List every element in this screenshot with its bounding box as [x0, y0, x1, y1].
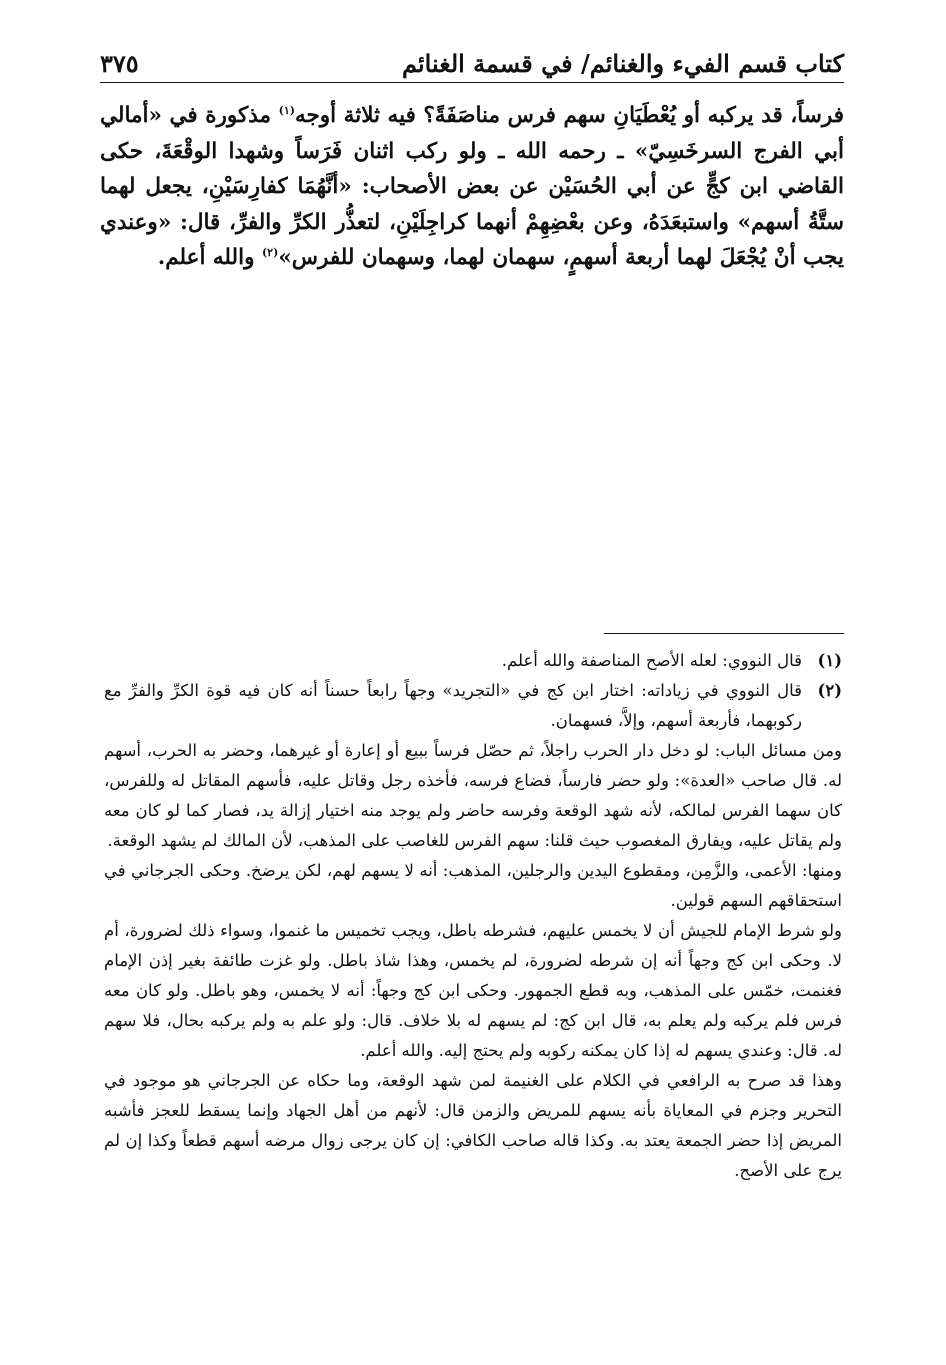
- page-number: ٣٧٥: [100, 49, 139, 78]
- footnote-ref-2: (٢): [261, 245, 279, 259]
- main-text: [100, 98, 844, 276]
- footnote-2: [104, 676, 842, 736]
- footnotes: [104, 646, 842, 1186]
- main-text-segment: مذكورة في «أمالي أبي الفرج السرخَسِيّ» ـ رحمه الله ـ ولو ركب اثنان فَرَساً وشهدا الوقْعَةَ، حكى القاضي ابن كجٍّ عن أبي الحُسَيْن عن بعض الأصحاب: «أنَّهُمَا كفارِسَيْنِ، يجعل لهما ستَّةُ أسهم» واستبعَدَهُ، وعن بعْضِهِمْ أنهما كراجِلَيْنِ، لتعذُّر الكرِّ والفرِّ، قال: «وعندي يجب أنْ يُجْعَلَ لهما أربعة أسهمٍ، سهمان لهما، وسهمان للفرس»: [100, 103, 844, 270]
- running-title: كتاب قسم الفيء والغنائم/ في قسمة الغنائم: [402, 49, 844, 78]
- footnote-number: (٢): [817, 681, 842, 700]
- footnote-ref-1: (١): [278, 103, 295, 117]
- page-header: [100, 38, 844, 83]
- footnote-text: قال النووي في زياداته: اختار ابن كج في «التجريد» وجهاً رابعاً حسناً أنه كان فيه قوة الكرِّ والفرِّ مع ركوبهما، فأربعة أسهم، وإلاَّ، فسهمان.: [104, 681, 802, 730]
- footnote-number: (١): [817, 651, 842, 670]
- footnote-paragraph: ومن مسائل الباب: لو دخل دار الحرب راجلاً، ثم حصّل فرساً ببيع أو إعارة أو غيرهما، وحضر به الحرب، أسهم له. قال صاحب «العدة»: ولو حضر فارساً، فضاع فرسه، فأخذه رجل وقاتل عليه، فأسهم المقاتل له وللفرس، كان سهما الفرس لمالكه، لأنه شهد الوقعة وفرسه حاضر ولم يوجد منه اختيار إزالة يد، فصار كما لو كان معه ولم يقاتل عليه، ويفارق المغصوب حيث قلنا: سهم الفرس للغاصب على المذهب، لأن المالك لم يشهد الوقعة.: [104, 741, 842, 850]
- main-text-segment: والله أعلم.: [157, 245, 262, 270]
- footnote-separator: [604, 633, 844, 634]
- main-paragraph: [100, 98, 844, 276]
- main-text-segment: فرساً، قد يركبه أو يُعْطَيَانِ سهم فرس مناصَفَةً؟ فيه ثلاثة أوجه: [294, 103, 844, 128]
- footnote-1: [104, 646, 842, 676]
- footnote-paragraph: ولو شرط الإمام للجيش أن لا يخمس عليهم، فشرطه باطل، ويجب تخميس ما غنموا، وسواء ذلك لضرورة، أم لا. وحكى ابن كج وجهاً أنه إن شرطه لضرورة، لم يخمس، وهذا شاذ باطل. ولو غزت طائفة بغير إذن الإمام فغنمت، خمّس على المذهب، وبه قطع الجمهور. وحكى ابن كج وجهاً: أنه لا يخمس، وهو باطل. ولو كان معه فرس فلم يركبه ولم يعلم به، قال ابن كج: لم يسهم له بلا خلاف. قال: ولو علم به ولم يركبه بحال، فلا سهم له. قال: وعندي يسهم له إذا كان يمكنه ركوبه ولم يحتج إليه. والله أعلم.: [104, 921, 842, 1060]
- footnote-text: قال النووي: لعله الأصح المناصفة والله أعلم.: [501, 651, 802, 670]
- footnote-paragraph: وهذا قد صرح به الرافعي في الكلام على الغنيمة لمن شهد الوقعة، وما حكاه عن الجرجاني هو موجود في التحرير وجزم في المعاياة بأنه يسهم للمريض والزمن قال: لأنهم من أهل الجهاد وإنما يسقط للعجز فأشبه المريض إذا حضر الجمعة يعتد به. وكذا قاله صاحب الكافي: إن كان يرجى زوال مرضه أسهم قطعاً وكذا إن لم يرج على الأصح.: [104, 1071, 842, 1180]
- footnote-paragraph: ومنها: الأعمى، والزَّمِن، ومقطوع اليدين والرجلين، المذهب: أنه لا يسهم لهم، لكن يرضخ. وحكى الجرجاني في استحقاقهم السهم قولين.: [104, 861, 842, 910]
